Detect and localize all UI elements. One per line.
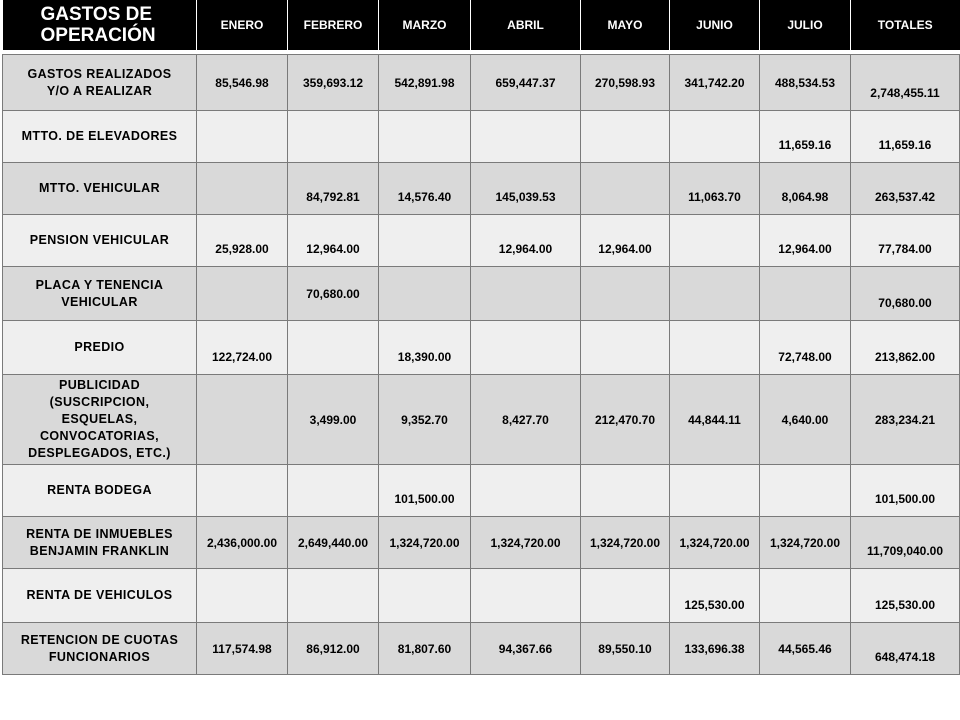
cell-junio [670, 267, 760, 321]
cell-mayo [581, 267, 670, 321]
table-row [3, 375, 960, 465]
cell-total: 70,680.00 [851, 267, 960, 321]
cell-marzo: 9,352.70 [379, 375, 471, 465]
cell-enero: 85,546.98 [197, 55, 288, 111]
table-row [3, 321, 960, 375]
cell-febrero: 70,680.00 [288, 267, 379, 321]
cell-abril [471, 569, 581, 623]
cell-marzo [379, 111, 471, 163]
header-totals: TOTALES [851, 0, 960, 50]
cell-total: 648,474.18 [851, 623, 960, 675]
cell-marzo: 81,807.60 [379, 623, 471, 675]
cell-febrero: 3,499.00 [288, 375, 379, 465]
cell-abril [471, 111, 581, 163]
table-row [3, 623, 960, 675]
cell-julio: 44,565.46 [760, 623, 851, 675]
cell-mayo: 270,598.93 [581, 55, 670, 111]
cell-junio: 44,844.11 [670, 375, 760, 465]
cell-febrero [288, 321, 379, 375]
cell-abril: 94,367.66 [471, 623, 581, 675]
operating-expenses-table [2, 0, 960, 675]
cell-mayo [581, 465, 670, 517]
cell-enero [197, 163, 288, 215]
table-row [3, 215, 960, 267]
cell-julio: 1,324,720.00 [760, 517, 851, 569]
header-month-marzo: MARZO [379, 0, 471, 50]
cell-abril: 659,447.37 [471, 55, 581, 111]
row-label: PLACA Y TENENCIA VEHICULAR [3, 267, 197, 321]
cell-total: 11,659.16 [851, 111, 960, 163]
row-label: PUBLICIDAD (SUSCRIPCION, ESQUELAS, CONVOCATORIAS, DESPLEGADOS, ETC.) [3, 375, 197, 465]
cell-mayo [581, 111, 670, 163]
cell-febrero [288, 465, 379, 517]
header-month-junio: JUNIO [670, 0, 760, 50]
cell-total: 283,234.21 [851, 375, 960, 465]
row-label: MTTO. VEHICULAR [3, 163, 197, 215]
row-label: PENSION VEHICULAR [3, 215, 197, 267]
header-month-julio: JULIO [760, 0, 851, 50]
cell-abril [471, 465, 581, 517]
cell-junio [670, 215, 760, 267]
cell-junio: 125,530.00 [670, 569, 760, 623]
cell-total: 101,500.00 [851, 465, 960, 517]
cell-total: 77,784.00 [851, 215, 960, 267]
table-row [3, 111, 960, 163]
cell-total: 2,748,455.11 [851, 55, 960, 111]
cell-abril: 145,039.53 [471, 163, 581, 215]
table-row [3, 517, 960, 569]
cell-marzo: 101,500.00 [379, 465, 471, 517]
cell-enero [197, 465, 288, 517]
row-label: MTTO. DE ELEVADORES [3, 111, 197, 163]
cell-marzo: 1,324,720.00 [379, 517, 471, 569]
cell-mayo: 89,550.10 [581, 623, 670, 675]
table-row [3, 569, 960, 623]
cell-marzo [379, 267, 471, 321]
table-title: GASTOS DE OPERACIÓN [3, 0, 197, 50]
cell-febrero: 12,964.00 [288, 215, 379, 267]
cell-julio [760, 267, 851, 321]
cell-junio: 11,063.70 [670, 163, 760, 215]
row-label: PREDIO [3, 321, 197, 375]
cell-junio [670, 111, 760, 163]
cell-enero [197, 267, 288, 321]
cell-total: 213,862.00 [851, 321, 960, 375]
row-label: RENTA DE VEHICULOS [3, 569, 197, 623]
cell-junio: 341,742.20 [670, 55, 760, 111]
cell-abril [471, 321, 581, 375]
cell-abril: 12,964.00 [471, 215, 581, 267]
cell-enero [197, 111, 288, 163]
row-label: RETENCION DE CUOTAS FUNCIONARIOS [3, 623, 197, 675]
cell-febrero: 2,649,440.00 [288, 517, 379, 569]
cell-julio [760, 569, 851, 623]
cell-julio: 72,748.00 [760, 321, 851, 375]
cell-junio: 133,696.38 [670, 623, 760, 675]
cell-julio [760, 465, 851, 517]
cell-abril [471, 267, 581, 321]
cell-junio: 1,324,720.00 [670, 517, 760, 569]
cell-abril: 8,427.70 [471, 375, 581, 465]
cell-marzo [379, 569, 471, 623]
cell-marzo [379, 215, 471, 267]
cell-abril: 1,324,720.00 [471, 517, 581, 569]
cell-total: 125,530.00 [851, 569, 960, 623]
table-row [3, 267, 960, 321]
cell-enero: 2,436,000.00 [197, 517, 288, 569]
expense-table-container [2, 0, 959, 675]
row-label: RENTA BODEGA [3, 465, 197, 517]
table-row [3, 55, 960, 111]
cell-mayo [581, 569, 670, 623]
cell-julio: 11,659.16 [760, 111, 851, 163]
cell-marzo: 14,576.40 [379, 163, 471, 215]
cell-mayo: 12,964.00 [581, 215, 670, 267]
cell-mayo: 212,470.70 [581, 375, 670, 465]
cell-marzo: 18,390.00 [379, 321, 471, 375]
cell-julio: 488,534.53 [760, 55, 851, 111]
header-month-mayo: MAYO [581, 0, 670, 50]
row-label: RENTA DE INMUEBLES BENJAMIN FRANKLIN [3, 517, 197, 569]
table-row [3, 465, 960, 517]
header-month-enero: ENERO [197, 0, 288, 50]
cell-febrero: 359,693.12 [288, 55, 379, 111]
cell-enero [197, 375, 288, 465]
header-row [3, 0, 960, 50]
row-label: GASTOS REALIZADOS Y/O A REALIZAR [3, 55, 197, 111]
cell-febrero [288, 111, 379, 163]
cell-enero: 117,574.98 [197, 623, 288, 675]
cell-julio: 12,964.00 [760, 215, 851, 267]
cell-febrero: 84,792.81 [288, 163, 379, 215]
cell-enero: 122,724.00 [197, 321, 288, 375]
cell-enero [197, 569, 288, 623]
cell-total: 11,709,040.00 [851, 517, 960, 569]
table-body [3, 55, 960, 675]
cell-mayo [581, 163, 670, 215]
cell-febrero: 86,912.00 [288, 623, 379, 675]
header-month-febrero: FEBRERO [288, 0, 379, 50]
cell-total: 263,537.42 [851, 163, 960, 215]
cell-julio: 8,064.98 [760, 163, 851, 215]
cell-junio [670, 321, 760, 375]
cell-marzo: 542,891.98 [379, 55, 471, 111]
cell-febrero [288, 569, 379, 623]
cell-mayo: 1,324,720.00 [581, 517, 670, 569]
cell-enero: 25,928.00 [197, 215, 288, 267]
header-month-abril: ABRIL [471, 0, 581, 50]
cell-julio: 4,640.00 [760, 375, 851, 465]
cell-junio [670, 465, 760, 517]
table-row [3, 163, 960, 215]
cell-mayo [581, 321, 670, 375]
